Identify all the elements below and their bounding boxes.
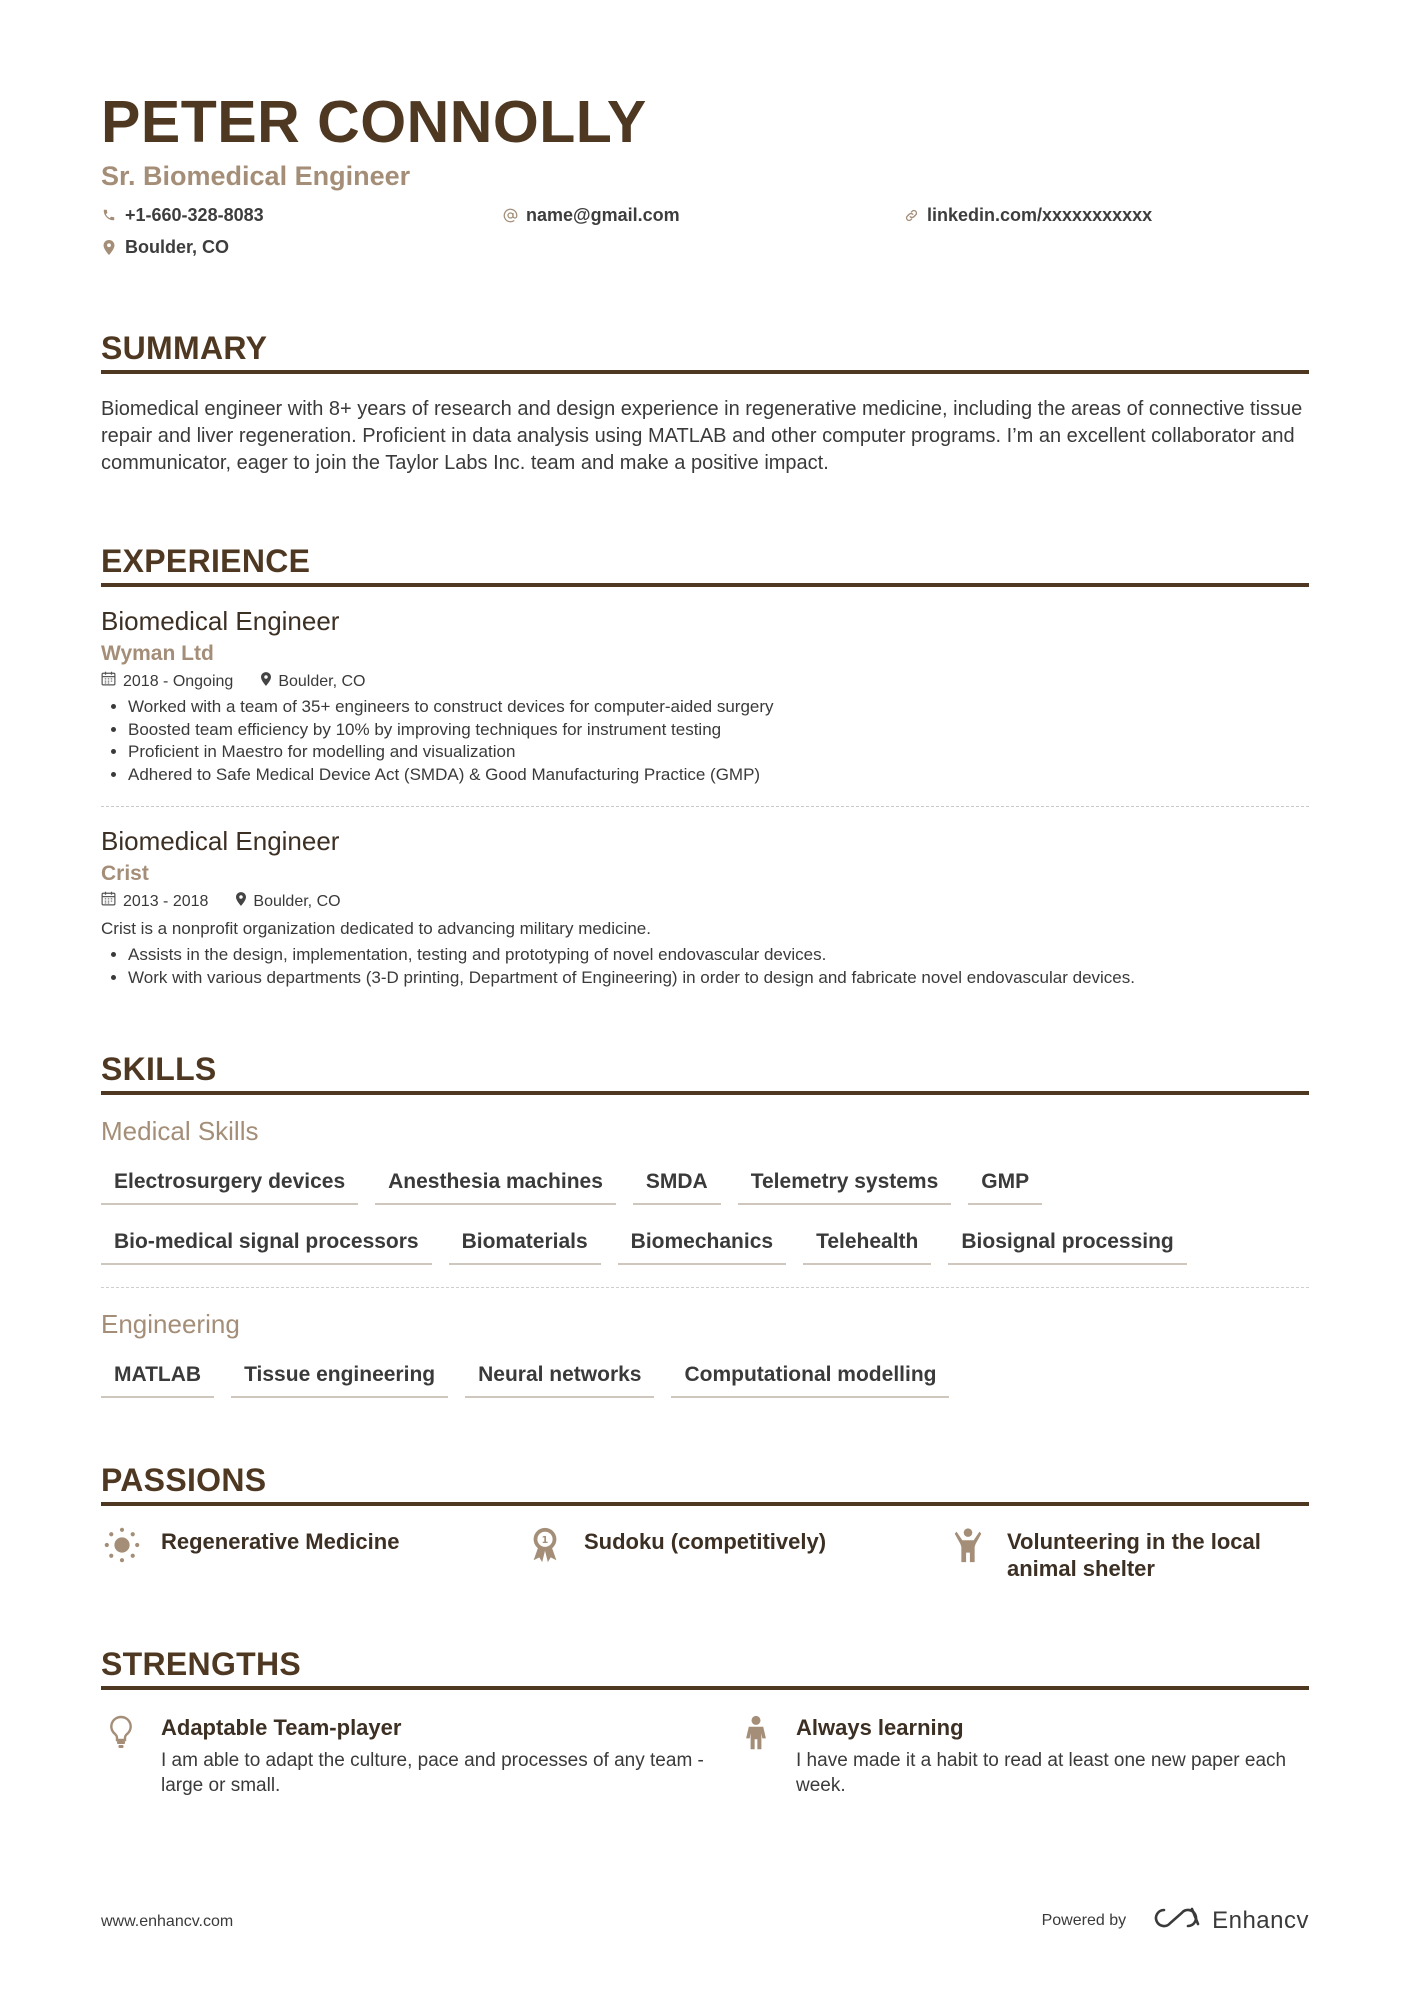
- skill-tag: Telehealth: [803, 1225, 931, 1265]
- skill-tag: Computational modelling: [671, 1358, 949, 1398]
- passion-item: [524, 1528, 947, 1582]
- strength-item: [736, 1714, 1309, 1798]
- job-meta: [101, 891, 1309, 912]
- job-location: Boulder, CO: [236, 891, 340, 912]
- strength-description: I have made it a habit to read at least one new paper each week.: [796, 1750, 1287, 1796]
- skill-tags: [101, 1165, 1309, 1265]
- job-title: Biomedical Engineer: [101, 826, 340, 856]
- strength-item: [101, 1714, 736, 1798]
- powered-by: [1042, 1906, 1309, 1935]
- skill-tag: Bio-medical signal processors: [101, 1225, 432, 1265]
- company-description: Crist is a nonprofit organization dedicated to advancing military medicine.: [101, 919, 651, 938]
- skill-group-title: Engineering: [101, 1309, 240, 1339]
- sun-icon: [101, 1524, 143, 1566]
- passion-item: [947, 1528, 1309, 1582]
- skill-tag: Biomaterials: [449, 1225, 601, 1265]
- contact-email: [502, 204, 903, 226]
- company-name: Wyman Ltd: [101, 642, 214, 665]
- company-name: Crist: [101, 862, 149, 885]
- skill-tag: Anesthesia machines: [375, 1165, 616, 1205]
- skill-tag: Biosignal processing: [948, 1225, 1186, 1265]
- job-entry: [101, 587, 1309, 786]
- enhancv-logo-icon: [1152, 1906, 1200, 1935]
- list-item: • Worked with a team of 35+ engineers to construct devices for computer-aided surgery: [128, 696, 1309, 719]
- job-bullets: [101, 944, 1309, 989]
- job-title: Biomedical Engineer: [101, 606, 340, 636]
- summary-heading: SUMMARY: [101, 330, 1309, 374]
- passion-label: Regenerative Medicine: [161, 1529, 400, 1554]
- award-ribbon-icon: [524, 1524, 566, 1566]
- strength-title: Always learning: [796, 1715, 964, 1740]
- location-pin-icon: [101, 239, 117, 255]
- linkedin-url[interactable]: linkedin.com/xxxxxxxxxxx: [927, 205, 1153, 225]
- job-bullets: [101, 696, 1309, 786]
- job-meta: [101, 671, 1309, 692]
- location-pin-icon: [261, 671, 271, 692]
- skill-tag: Biomechanics: [618, 1225, 786, 1265]
- calendar-icon: [101, 891, 116, 912]
- phone-number[interactable]: +1-660-328-8083: [125, 205, 264, 225]
- skill-tag: Neural networks: [465, 1358, 654, 1398]
- job-dates: 2018 - Ongoing: [101, 671, 233, 692]
- strength-body: [796, 1714, 1309, 1798]
- skill-group-engineering: [101, 1287, 1309, 1398]
- skills-section: [101, 1051, 1309, 1398]
- lightbulb-icon: [101, 1714, 141, 1798]
- contact-phone: [101, 204, 502, 226]
- strength-body: [161, 1714, 736, 1798]
- job-dates: 2013 - 2018: [101, 891, 208, 912]
- passion-item: [101, 1528, 524, 1582]
- candidate-name: PETER CONNOLLY: [101, 89, 647, 155]
- location-text: Boulder, CO: [125, 237, 230, 257]
- experience-section: [101, 543, 1309, 989]
- skill-tag: MATLAB: [101, 1358, 214, 1398]
- strength-description: I am able to adapt the culture, pace and processes of any team - large or small.: [161, 1750, 704, 1796]
- job-location: Boulder, CO: [261, 671, 365, 692]
- skill-group-medical: [101, 1095, 1309, 1265]
- phone-icon: [101, 207, 117, 223]
- contact-location: [101, 236, 502, 258]
- passions-section: [101, 1462, 1309, 1582]
- person-raising-hands-icon: [947, 1524, 989, 1566]
- svg-text:1: 1: [541, 1535, 549, 1547]
- list-item: • Boosted team efficiency by 10% by improving techniques for instrument testing: [128, 719, 1309, 742]
- strengths-heading: STRENGTHS: [101, 1646, 1309, 1690]
- powered-by-label: Powered by: [1041, 1911, 1127, 1929]
- strength-title: Adaptable Team-player: [161, 1715, 402, 1740]
- strengths-list: [101, 1714, 1309, 1798]
- skill-tag: Tissue engineering: [231, 1358, 448, 1398]
- skills-heading: SKILLS: [101, 1051, 1309, 1095]
- passions-heading: PASSIONS: [101, 1462, 1309, 1506]
- location-pin-icon: [236, 891, 246, 912]
- skill-group-title: Medical Skills: [101, 1116, 259, 1146]
- skill-tags: [101, 1358, 1309, 1398]
- candidate-role: Sr. Biomedical Engineer: [101, 161, 411, 191]
- contact-info: [101, 204, 1309, 258]
- person-icon: [736, 1714, 776, 1798]
- list-item: • Proficient in Maestro for modelling and visualization: [128, 741, 1309, 764]
- list-item: • Adhered to Safe Medical Device Act (SMDA) & Good Manufacturing Practice (GMP): [128, 764, 1309, 787]
- passions-list: [101, 1528, 1309, 1582]
- link-icon: [903, 207, 919, 223]
- email-address[interactable]: name@gmail.com: [526, 205, 680, 225]
- experience-heading: EXPERIENCE: [101, 543, 1309, 587]
- list-item: • Assists in the design, implementation, testing and prototyping of novel endovascular devices.: [128, 944, 1309, 967]
- calendar-icon: [101, 671, 116, 692]
- skill-tag: GMP: [968, 1165, 1042, 1205]
- passion-label: Volunteering in the local animal shelter: [1007, 1529, 1261, 1581]
- footer-url[interactable]: www.enhancv.com: [101, 1913, 234, 1930]
- skill-tag: SMDA: [633, 1165, 721, 1205]
- skill-tag: Telemetry systems: [738, 1165, 952, 1205]
- brand-name[interactable]: Enhancv: [1212, 1906, 1309, 1934]
- strengths-section: [101, 1646, 1309, 1798]
- summary-text: Biomedical engineer with 8+ years of research and design experience in regenerative medicine, including the areas of connective tissue repair and liver regeneration. Proficient in data analysis using MATLAB and other computer programs. I’m an excellent collaborator and communicator, eager to join the Taylor Labs Inc. team and make a positive impact.: [101, 398, 1303, 474]
- passion-label: Sudoku (competitively): [584, 1529, 827, 1554]
- summary-section: [101, 330, 1309, 477]
- skill-tag: Electrosurgery devices: [101, 1165, 358, 1205]
- job-entry: [101, 806, 1309, 989]
- list-item: • Work with various departments (3-D printing, Department of Engineering) in order to design and fabricate novel endovascular devices.: [128, 967, 1309, 990]
- at-icon: [502, 207, 518, 223]
- contact-linkedin: [903, 204, 1309, 226]
